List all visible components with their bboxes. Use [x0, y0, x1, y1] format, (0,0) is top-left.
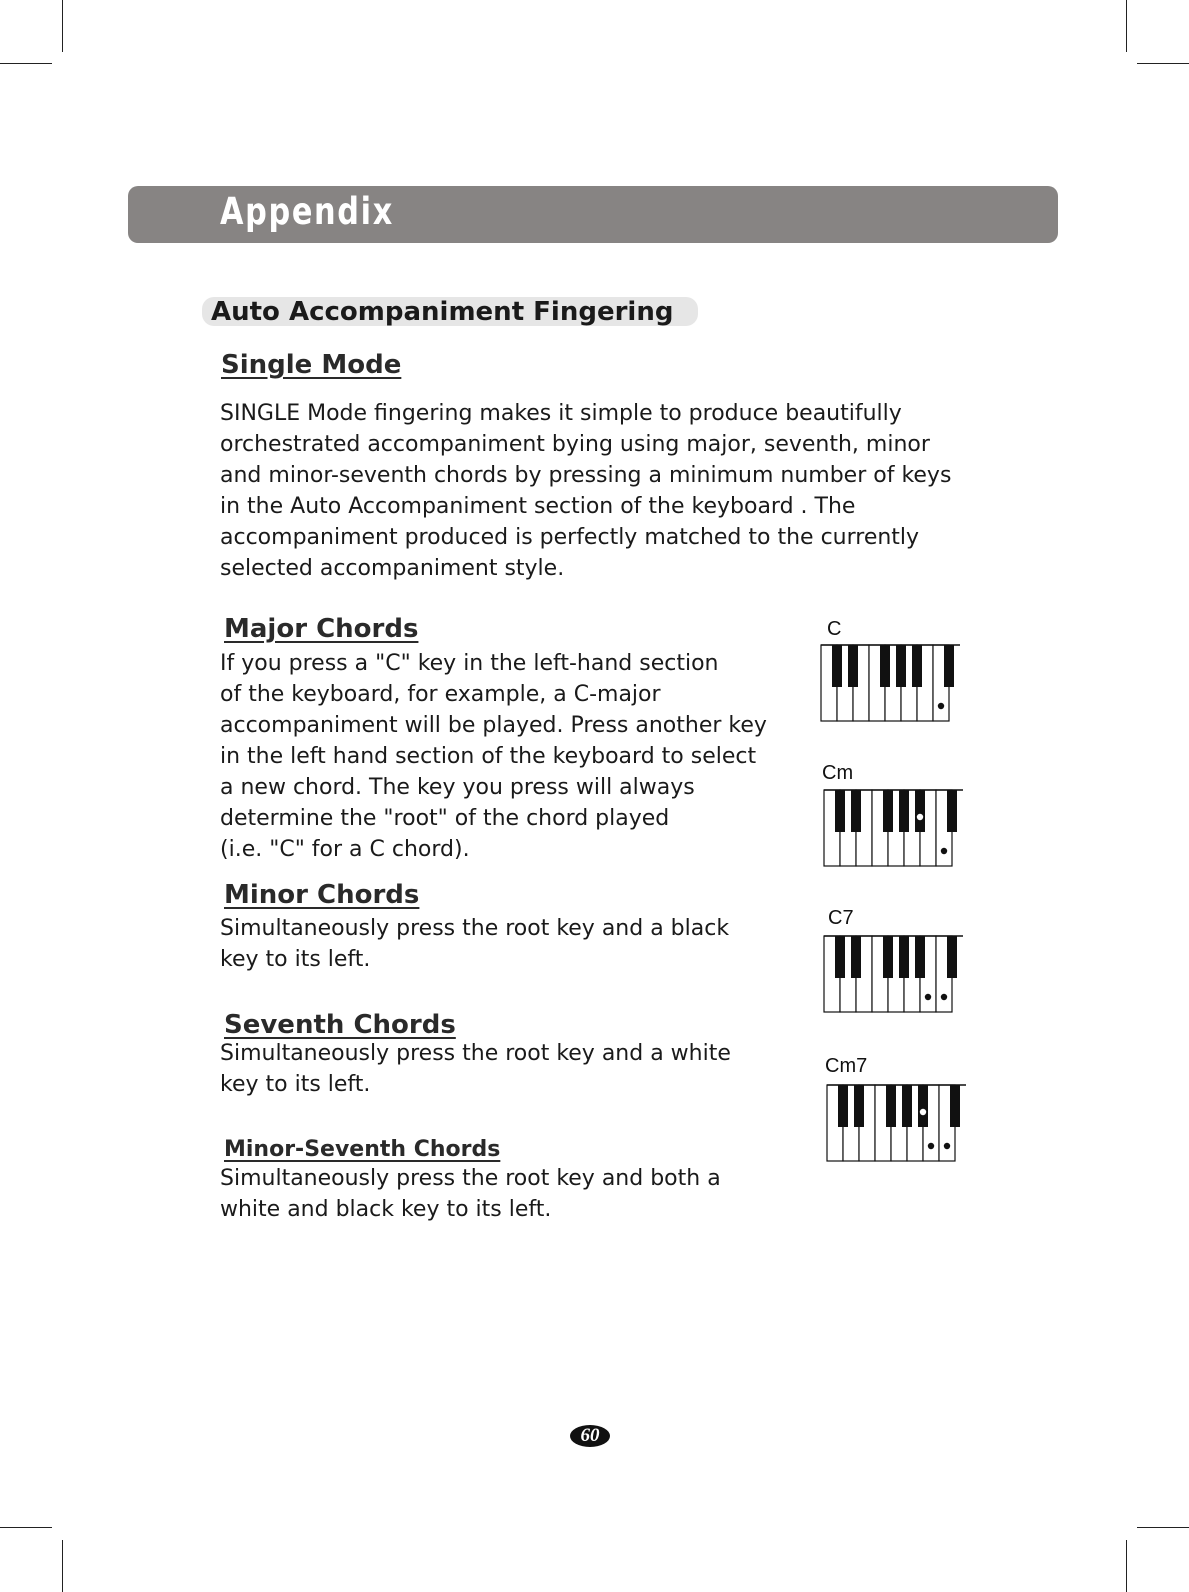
crop-mark: [1126, 0, 1127, 52]
appendix-banner: [128, 186, 1058, 243]
black-key: [947, 936, 957, 978]
paragraph-line: accompaniment will be played. Press another key: [220, 713, 767, 738]
black-key: [886, 1085, 896, 1127]
paragraph-line: of the keyboard, for example, a C-major: [220, 682, 661, 707]
black-key: [899, 936, 909, 978]
paragraph-line: SINGLE Mode fingering makes it simple to produce beautifully: [220, 401, 902, 426]
chord-label-c7: C7: [828, 907, 854, 929]
minor-chords-heading: Minor Chords: [224, 880, 420, 910]
section-title-pill: [202, 297, 698, 326]
paragraph-line: white and black key to its left.: [220, 1197, 552, 1222]
section-title: Auto Accompaniment Fingering: [211, 297, 674, 327]
paragraph-line: a new chord. The key you press will always: [220, 775, 695, 800]
paragraph-line: and minor-seventh chords by pressing a minimum number of keys: [220, 463, 952, 488]
crop-mark: [1137, 1527, 1189, 1528]
paragraph-line: determine the "root" of the chord played: [220, 806, 670, 831]
paragraph-line: key to its left.: [220, 947, 371, 972]
keyboard-diagram-cm7: [826, 1084, 970, 1166]
crop-mark: [62, 0, 63, 52]
single-mode-heading: Single Mode: [221, 350, 402, 380]
black-key: [899, 790, 909, 832]
black-key: [947, 790, 957, 832]
black-key: [883, 936, 893, 978]
black-key: [950, 1085, 960, 1127]
single-mode-paragraph: [220, 398, 951, 584]
black-key: [883, 790, 893, 832]
black-key: [838, 1085, 848, 1127]
black-key: [832, 645, 842, 687]
crop-mark: [0, 1527, 52, 1528]
chord-label-cm7: Cm7: [825, 1055, 868, 1077]
keyboard-diagram-c7: [823, 935, 967, 1017]
major-chords-paragraph: [220, 648, 767, 865]
black-key: [851, 936, 861, 978]
pressed-key-dot: [925, 994, 931, 1000]
pressed-key-dot: [941, 994, 947, 1000]
major-chords-heading: Major Chords: [224, 614, 419, 644]
minor-seventh-chords-paragraph: [220, 1163, 721, 1225]
black-key: [915, 790, 925, 832]
black-key: [896, 645, 906, 687]
chord-label-c: C: [827, 618, 842, 640]
paragraph-line: Simultaneously press the root key and a black: [220, 916, 730, 941]
black-key: [944, 645, 954, 687]
paragraph-line: in the left hand section of the keyboard to select: [220, 744, 757, 769]
paragraph-line: accompaniment produced is perfectly matched to the currently: [220, 525, 920, 550]
page-number: 60: [570, 1425, 610, 1447]
black-key: [835, 790, 845, 832]
pressed-key-dot: [944, 1143, 950, 1149]
paragraph-line: If you press a "C" key in the left-hand section: [220, 651, 719, 676]
pressed-key-dot: [928, 1143, 934, 1149]
black-key: [851, 790, 861, 832]
seventh-chords-heading: Seventh Chords: [224, 1010, 456, 1040]
keyboard-diagram-c: [820, 644, 964, 726]
black-key: [902, 1085, 912, 1127]
pressed-key-dot: [938, 703, 944, 709]
crop-mark: [1126, 1540, 1127, 1592]
black-key: [880, 645, 890, 687]
paragraph-line: orchestrated accompaniment bying using major, seventh, minor: [220, 432, 930, 457]
paragraph-line: (i.e. "C" for a C chord).: [220, 837, 470, 862]
crop-mark: [1137, 63, 1189, 64]
crop-mark: [62, 1540, 63, 1592]
paragraph-line: key to its left.: [220, 1072, 371, 1097]
paragraph-line: selected accompaniment style.: [220, 556, 565, 581]
paragraph-line: Simultaneously press the root key and a white: [220, 1041, 731, 1066]
black-key: [918, 1085, 928, 1127]
paragraph-line: in the Auto Accompaniment section of the keyboard . The: [220, 494, 856, 519]
black-key: [915, 936, 925, 978]
chord-label-cm: Cm: [822, 762, 854, 784]
pressed-key-dot: [941, 848, 947, 854]
black-key: [912, 645, 922, 687]
paragraph-line: Simultaneously press the root key and both a: [220, 1166, 721, 1191]
crop-mark: [0, 63, 52, 64]
page-title: Appendix: [220, 190, 394, 233]
pressed-key-dot: [920, 1109, 926, 1115]
keyboard-diagram-cm: [823, 789, 967, 871]
pressed-key-dot: [917, 814, 923, 820]
black-key: [835, 936, 845, 978]
minor-chords-paragraph: [220, 913, 729, 975]
black-key: [854, 1085, 864, 1127]
black-key: [848, 645, 858, 687]
minor-seventh-chords-heading: Minor-Seventh Chords: [224, 1137, 501, 1162]
seventh-chords-paragraph: [220, 1038, 731, 1100]
